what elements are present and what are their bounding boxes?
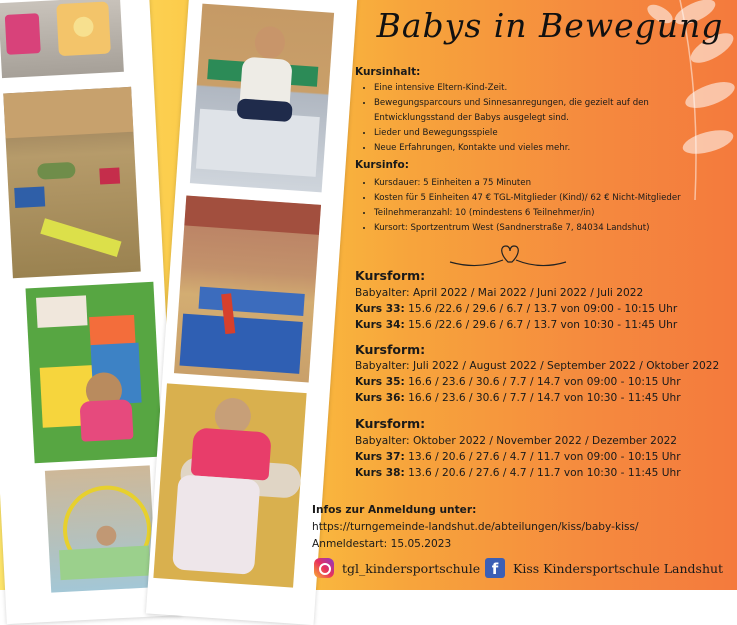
kursform-heading: Kursform: (355, 416, 426, 431)
list-item: • Kosten für 5 Einheiten 47 € TGL-Mitglieder (Kind)/ 62 € Nicht-Mitglieder (374, 191, 681, 206)
kurs-label: Kurs 33: (355, 303, 405, 315)
kurs-row (355, 376, 681, 388)
photo-baby-in-arch (45, 465, 156, 592)
kursform-heading: Kursform: (355, 268, 426, 283)
babyalter-text: Babyalter: Oktober 2022 / November 2022 / Dezember 2022 (355, 435, 678, 447)
kurs-dates: 13.6 / 20.6 / 27.6 / 4.7 / 11.7 von 10:30 - 11:45 Uhr (404, 467, 681, 479)
photo-baby-on-block (190, 4, 334, 193)
kurs-row (355, 392, 681, 404)
list-item: Entwicklungsstand der Babys ausgelegt sind. (374, 113, 569, 123)
kurs-row (355, 467, 681, 479)
list-item: • Kursort: Sportzentrum West (Sandnerstraße 7, 84034 Landshut) (374, 221, 681, 236)
facebook-label: Kiss Kindersportschule Landshut (513, 560, 724, 576)
kursform-heading: Kursform: (355, 342, 426, 357)
list-item: • Teilnehmeranzahl: 10 (mindestens 6 Teilnehmer/in) (374, 206, 681, 221)
kursinfo-heading: Kursinfo: (355, 159, 409, 171)
photo-baby-on-roll (153, 383, 306, 587)
page-title: Babys in Bewegung (376, 6, 724, 45)
kurs-row (355, 319, 677, 331)
photo-gym-parcours (3, 87, 141, 278)
kursinhalt-list (358, 81, 649, 156)
facebook-page[interactable] (485, 558, 723, 578)
instagram-icon (314, 558, 334, 578)
babyalter-text: Babyalter: Juli 2022 / August 2022 / September 2022 / Oktober 2022 (355, 360, 720, 372)
photo-blue-mats (174, 196, 321, 383)
instagram-handle[interactable] (314, 558, 480, 578)
list-item: • Lieder und Bewegungsspiele (374, 126, 649, 141)
kursinhalt-heading: Kursinhalt: (355, 66, 421, 78)
anmeldestart-text: Anmeldestart: 15.05.2023 (312, 538, 452, 550)
facebook-icon: f (485, 558, 505, 578)
kurs-dates: 13.6 / 20.6 / 27.6 / 4.7 / 11.7 von 09:00 - 10:15 Uhr (404, 451, 681, 463)
instagram-label: tgl_kindersportschule (342, 560, 481, 576)
photo-toy-cubes (0, 0, 124, 78)
kurs-label: Kurs 34: (355, 319, 405, 331)
kurs-label: Kurs 35: (355, 376, 405, 388)
kurs-row (355, 451, 681, 463)
kurs-label: Kurs 36: (355, 392, 405, 404)
kurs-row (355, 303, 677, 315)
kurs-dates: 15.6 /22.6 / 29.6 / 6.7 / 13.7 von 10:30 - 11:45 Uhr (404, 319, 678, 331)
kurs-label: Kurs 38: (355, 467, 405, 479)
list-item: • Eine intensive Eltern-Kind-Zeit. (374, 81, 649, 96)
anmeldung-heading: Infos zur Anmeldung unter: (312, 504, 477, 516)
list-item: • Bewegungsparcours und Sinnesanregungen, die gezielt auf den (374, 96, 649, 111)
list-item: • Neue Erfahrungen, Kontakte und vieles mehr. (374, 141, 649, 156)
photo-baby-on-mats (26, 282, 163, 463)
babyalter-text: Babyalter: April 2022 / Mai 2022 / Juni 2022 / Juli 2022 (355, 287, 644, 299)
kurs-dates: 16.6 / 23.6 / 30.6 / 7.7 / 14.7 von 09:00 - 10:15 Uhr (404, 376, 681, 388)
kurs-dates: 15.6 /22.6 / 29.6 / 6.7 / 13.7 von 09:00 - 10:15 Uhr (404, 303, 678, 315)
anmeldung-link[interactable]: https://turngemeinde-landshut.de/abteilungen/kiss/baby-kiss/ (312, 521, 639, 533)
kursinfo-list (358, 176, 681, 236)
kurs-label: Kurs 37: (355, 451, 405, 463)
list-item: • Kursdauer: 5 Einheiten a 75 Minuten (374, 176, 681, 191)
heart-divider-icon (448, 240, 568, 270)
kurs-dates: 16.6 / 23.6 / 30.6 / 7.7 / 14.7 von 10:30 - 11:45 Uhr (404, 392, 681, 404)
